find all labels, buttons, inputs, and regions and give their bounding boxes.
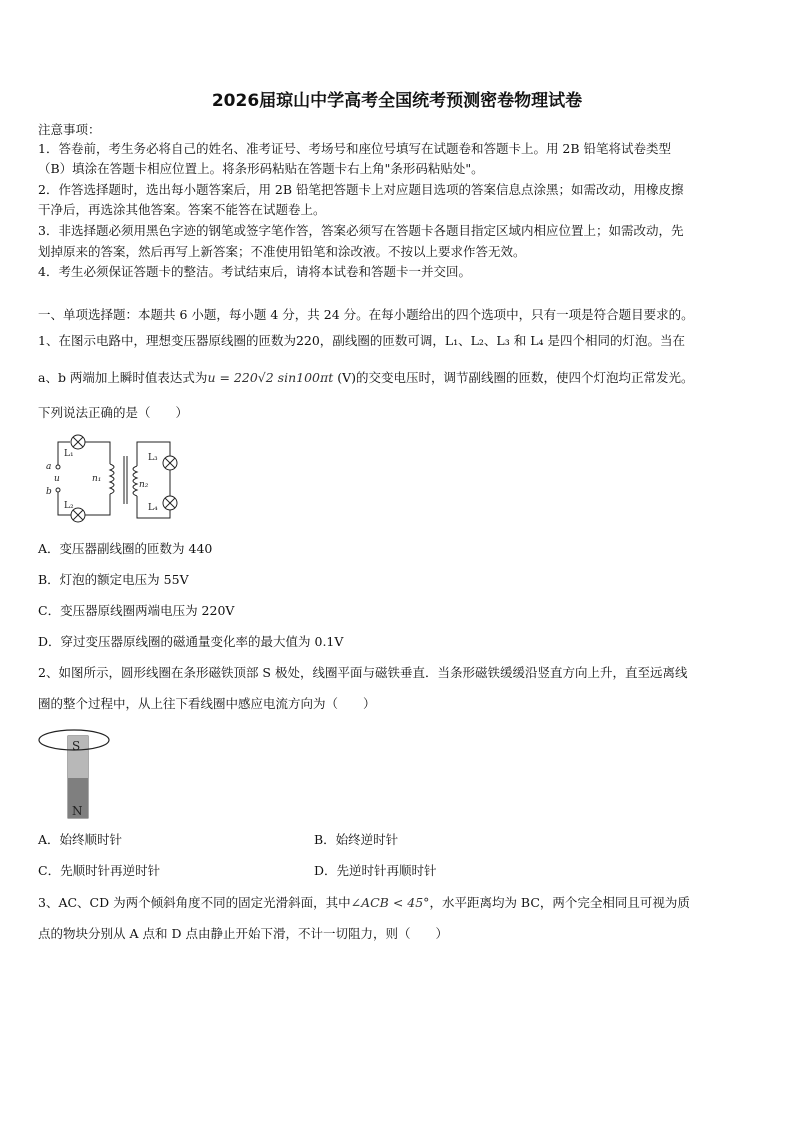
q1-voltage-formula: u = 220√2 sin100πt	[207, 370, 334, 385]
notice-item-1-line-1: 1．答卷前，考生务必将自己的姓名、准考证号、考场号和座位号填写在试题卷和答题卡上。用 2B 铅笔将试卷类型	[38, 141, 672, 156]
label-L2: L₂	[64, 501, 74, 511]
label-L4: L₄	[148, 503, 158, 513]
q1-option-d: D．穿过变压器原线圈的磁通量变化率的最大值为 0.1V	[38, 634, 344, 649]
label-L1: L₁	[64, 449, 74, 459]
notice-item-3-line-2: 划掉原来的答案，然后再写上新答案；不准使用铅笔和涂改液。不按以上要求作答无效。	[38, 244, 526, 259]
notice-heading: 注意事项：	[38, 122, 101, 137]
page-title: 2026届琼山中学高考全国统考预测密卷物理试卷	[211, 91, 583, 111]
q1-option-b: B．灯泡的额定电压为 55V	[38, 572, 189, 587]
label-n2: n₂	[139, 480, 149, 490]
q1-option-a: A．变压器副线圈的匝数为 440	[38, 541, 213, 556]
magnet-s-label: S	[72, 739, 81, 753]
notice-item-2-line-1: 2．作答选择题时，选出每小题答案后，用 2B 铅笔把答题卡上对应题目选项的答案信息点涂黑；如需改动，用橡皮擦	[38, 182, 684, 197]
notice-item-3-line-1: 3．非选择题必须用黑色字迹的钢笔或签字笔作答，答案必须写在答题卡各题目指定区域内相应位置上；如需改动，先	[38, 223, 684, 238]
q1-line-3: 下列说法正确的是（ ）	[38, 405, 189, 420]
notice-item-4: 4．考生必须保证答题卡的整洁。考试结束后，请将本试卷和答题卡一并交回。	[38, 264, 471, 279]
section-1-heading: 一、单项选择题：本题共 6 小题，每小题 4 分，共 24 分。在每小题给出的四个选项中，只有一项是符合题目要求的。	[38, 307, 694, 322]
label-u: u	[54, 474, 60, 484]
q3-angle-formula: ∠ACB < 45°	[350, 895, 430, 910]
q2-magnet-diagram	[36, 724, 116, 820]
q2-option-b: B．始终逆时针	[314, 832, 399, 847]
q3-line-2: 点的物块分别从 A 点和 D 点由静止开始下滑，不计一切阻力，则（ ）	[38, 926, 448, 941]
label-n1: n₁	[92, 474, 102, 484]
q3-line-1-start: 3、AC、CD 为两个倾斜角度不同的固定光滑斜面，其中	[38, 895, 351, 910]
magnet-n-label: N	[72, 804, 83, 818]
notice-item-2-line-2: 干净后，再选涂其他答案。答案不能答在试题卷上。	[38, 202, 326, 217]
notice-item-1-line-2: （B）填涂在答题卡相应位置上。将条形码粘贴在答题卡右上角"条形码粘贴处"。	[38, 161, 484, 176]
q1-line-2	[38, 370, 693, 386]
q1-option-c: C．变压器原线圈两端电压为 220V	[38, 603, 235, 618]
q1-line-1: 1、在图示电路中，理想变压器原线圈的匝数为220，副线圈的匝数可调，L₁、L₂、L₃ 和 L₄ 是四个相同的灯泡。当在	[38, 333, 685, 348]
q2-line-2: 圈的整个过程中，从上往下看线圈中感应电流方向为（ ）	[38, 696, 376, 711]
q3-line-1	[38, 895, 690, 911]
label-b: b	[46, 487, 52, 497]
q2-option-c: C．先顺时针再逆时针	[38, 863, 161, 878]
q2-option-a: A．始终顺时针	[38, 832, 123, 847]
q3-line-1-end: ，水平距离均为 BC，两个完全相同且可视为质	[429, 895, 690, 910]
q1-circuit-diagram	[40, 430, 190, 530]
q1-line-2-end: (V)的交变电压时，调节副线圈的匝数，使四个灯泡均正常发光。	[333, 370, 694, 385]
q2-line-1: 2、如图所示，圆形线圈在条形磁铁顶部 S 极处，线圈平面与磁铁垂直．当条形磁铁缓缓沿竖直方向上升，直至远离线	[38, 665, 688, 680]
q2-option-d: D．先逆时针再顺时针	[314, 863, 437, 878]
q1-line-2-start: a、b 两端加上瞬时值表达式为	[38, 370, 208, 385]
label-a: a	[46, 462, 52, 472]
label-L3: L₃	[148, 453, 158, 463]
